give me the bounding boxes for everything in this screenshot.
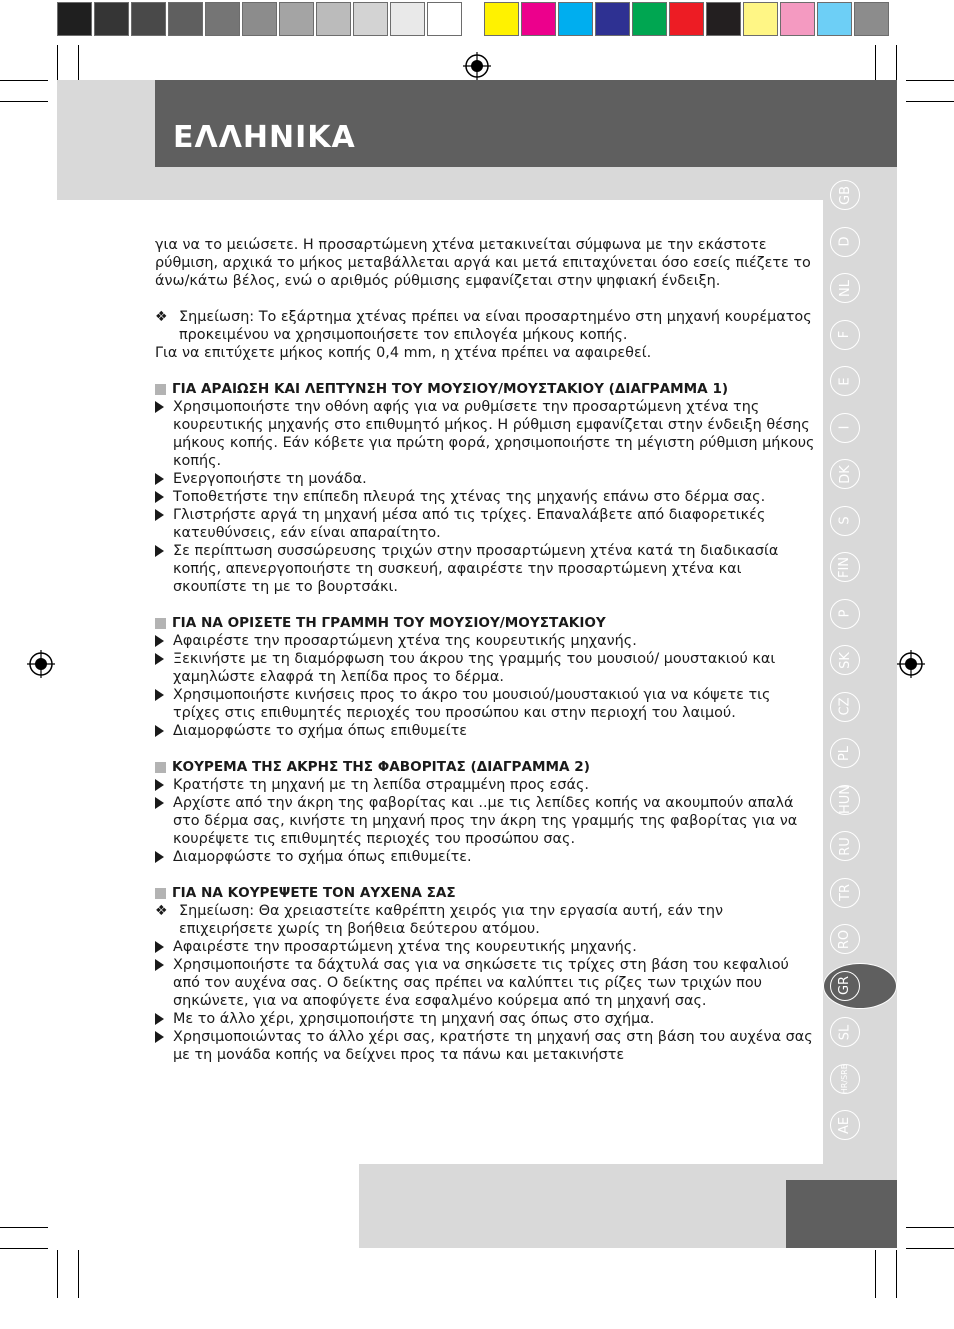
note-text: Σημείωση: Το εξάρτημα χτένας πρέπει να είναι προσαρτημένο στη μηχανή κουρέματος προκειμένου να χρησιμοποιήσετε τον επιλογέα μήκους κοπής. <box>179 309 812 343</box>
color-swatch <box>558 2 593 36</box>
crop-mark <box>896 1250 897 1298</box>
bullet-arrow-icon <box>155 779 164 791</box>
gray-swatch <box>353 2 388 36</box>
bullet-arrow-icon <box>155 1013 164 1025</box>
language-tab-label: AE <box>837 1116 853 1134</box>
list-item <box>155 542 815 596</box>
bullet-arrow-icon <box>155 851 164 863</box>
list-item <box>155 488 815 506</box>
gray-swatch <box>242 2 277 36</box>
list-item <box>155 470 815 488</box>
color-swatch <box>743 2 778 36</box>
crop-mark <box>57 45 58 83</box>
color-swatch <box>484 2 519 36</box>
language-tab-e[interactable] <box>830 366 860 396</box>
registration-mark-icon <box>463 52 491 80</box>
language-tab-ro[interactable] <box>830 924 860 954</box>
bullet-arrow-icon <box>155 959 164 971</box>
language-tab-p[interactable] <box>830 599 860 629</box>
section-heading: ΓΙΑ ΝΑ ΟΡΙΣΕΤΕ ΤΗ ΓΡΑΜΜΗ ΤΟΥ ΜΟΥΣΙΟΥ/ΜΟΥΣΤΑΚΙΟΥ <box>155 614 815 632</box>
language-tab-label: NL <box>837 279 853 297</box>
language-tab-hr-srb[interactable] <box>830 1064 860 1094</box>
language-tab-gb[interactable] <box>830 180 860 210</box>
bullet-arrow-icon <box>155 491 164 503</box>
language-tab-label: I <box>837 425 853 430</box>
list-item <box>155 506 815 542</box>
list-item-text: Ενεργοποιήστε τη μονάδα. <box>173 471 367 487</box>
list-item <box>155 1028 815 1064</box>
list-item-text: Αφαιρέστε την προσαρτώμενη χτένα της κουρευτικής μηχανής. <box>173 633 637 649</box>
language-tab-label: TR <box>837 884 853 901</box>
registration-mark-icon <box>27 650 55 678</box>
color-calibration-bar <box>484 2 891 38</box>
list-item-text: Αρχίστε από την άκρη της φαβορίτας και ..με τις λεπίδες κοπής να ακουμπούν απαλά στο δέρμα σας, κινήστε τη μηχανή προς την άκρη της γραμμής της φαβορίτας για να κουρέψετε τις επιθυμητές περιοχές του προσώπου σας. <box>173 795 798 847</box>
bullet-arrow-icon <box>155 1031 164 1043</box>
bullet-arrow-icon <box>155 797 164 809</box>
crop-mark <box>0 1248 48 1249</box>
note-continuation: Για να επιτύχετε μήκος κοπής 0,4 mm, η χτένα πρέπει να αφαιρεθεί. <box>155 345 652 361</box>
bullet-arrow-icon <box>155 635 164 647</box>
list-item <box>155 1010 815 1028</box>
note-icon: ❖ <box>155 903 168 919</box>
instructions-body <box>155 236 815 1064</box>
list-item-text: Τοποθετήστε την επίπεδη πλευρά της χτένας της μηχανής επάνω στο δέρμα σας. <box>173 489 766 505</box>
crop-mark <box>906 1227 954 1228</box>
language-tab-label: RO <box>837 929 853 949</box>
gray-swatch <box>57 2 92 36</box>
color-swatch <box>669 2 704 36</box>
language-tab-label: P <box>837 609 853 618</box>
intro-paragraph: για να το μειώσετε. Η προσαρτώμενη χτένα μετακινείται σύμφωνα με την εκάστοτε ρύθμιση, αρχικά το μήκος μεταβάλλεται αργά και μετά επιταχύνεται όσο εσείς πιέζετε το άνω/κάτω βέλος, ενώ ο αριθμός ρύθμισης εμφανίζεται στην ψηφιακή ένδειξη. <box>155 237 811 289</box>
crop-mark <box>57 1250 58 1298</box>
gray-swatch <box>168 2 203 36</box>
language-tab-label: GR <box>837 975 853 996</box>
list-item <box>155 794 815 848</box>
crop-mark <box>906 80 954 81</box>
gray-swatch <box>427 2 462 36</box>
crop-mark <box>78 45 79 83</box>
language-tab-pl[interactable] <box>830 738 860 768</box>
language-tab-sl[interactable] <box>830 1017 860 1047</box>
page-number-box <box>786 1180 897 1248</box>
language-tab-label: D <box>837 236 853 247</box>
bullet-arrow-icon <box>155 689 164 701</box>
list-item-text: Χρησιμοποιήστε τα δάχτυλά σας για να σηκώσετε τις τρίχες στη βάση του κεφαλιού από τον αυχένα σας. Ο δείκτης σας πρέπει να καλύπτει τις ρίζες των τριχών που σηκώνετε, για να αποφύγετε ένα εσφαλμένο κούρεμα από τη μηχανή σας. <box>173 957 789 1009</box>
language-tab-nl[interactable] <box>830 273 860 303</box>
language-tab-label: GB <box>837 185 853 205</box>
bullet-arrow-icon <box>155 653 164 665</box>
list-item-text: Διαμορφώστε το σχήμα όπως επιθυμείτε <box>173 723 468 739</box>
list-item <box>155 398 815 470</box>
language-tab-gr[interactable] <box>830 971 860 1001</box>
gray-swatch <box>390 2 425 36</box>
color-swatch <box>817 2 852 36</box>
language-tab-label: SL <box>837 1024 853 1040</box>
language-tab-label: HUN <box>837 784 853 815</box>
registration-mark-icon <box>897 650 925 678</box>
crop-mark <box>875 45 876 83</box>
list-item <box>155 650 815 686</box>
list-item-text: Αφαιρέστε την προσαρτώμενη χτένα της κουρευτικής μηχανής. <box>173 939 637 955</box>
gray-swatch <box>316 2 351 36</box>
language-tab-label: SK <box>837 651 853 669</box>
language-tab-label: FIN <box>837 556 853 578</box>
list-item <box>155 686 815 722</box>
list-item <box>155 776 815 794</box>
language-tab-d[interactable] <box>830 227 860 257</box>
list-item-text: Σε περίπτωση συσσώρευσης τριχών στην προσαρτώμενη χτένα κατά τη διαδικασία κοπής, απενεργοποιήστε τη συσκευή, αφαιρέστε την προσαρτώμενη χτένα και σκουπίστε τη με το βουρτσάκι. <box>173 543 779 595</box>
gray-swatch <box>131 2 166 36</box>
note-icon: ❖ <box>155 309 168 325</box>
list-item-text: Χρησιμοποιήστε κινήσεις προς το άκρο του μουσιού/μουστακιού για να κόψετε τις τρίχες στις επιθυμητές περιοχές του προσώπου και στην περιοχή του λαιμού. <box>173 687 771 721</box>
bullet-arrow-icon <box>155 725 164 737</box>
list-item-text: Χρησιμοποιώντας το άλλο χέρι σας, κρατήστε τη μηχανή σας στη βάση του αυχένα σας με τη μονάδα κοπής να δείχνει προς τα πάνω και μετακινήστε <box>173 1029 813 1063</box>
language-tab-label: CZ <box>837 697 853 716</box>
note <box>155 902 815 938</box>
color-swatch <box>595 2 630 36</box>
color-swatch <box>521 2 556 36</box>
crop-mark <box>0 80 48 81</box>
language-tab-label: PL <box>837 745 853 761</box>
color-swatch <box>632 2 667 36</box>
bullet-arrow-icon <box>155 545 164 557</box>
sections <box>155 380 815 1064</box>
crop-mark <box>906 101 954 102</box>
page-title: ΕΛΛΗΝΙΚΑ <box>173 120 356 155</box>
section-heading: ΓΙΑ ΝΑ ΚΟΥΡΕΨΕΤΕ ΤΟΝ ΑΥΧΕΝΑ ΣΑΣ <box>155 884 815 902</box>
bullet-arrow-icon <box>155 941 164 953</box>
language-tab-label: HR/SRB <box>840 1063 849 1094</box>
crop-mark <box>78 1250 79 1298</box>
list-item-text: Χρησιμοποιήστε την οθόνη αφής για να ρυθμίσετε την προσαρτώμενη χτένα της κουρευτικής μηχανής στο επιθυμητό μήκος. Η ρύθμιση εμφανίζεται στην ένδειξη θέσης μήκους κοπής. Εάν κόβετε για πρώτη φορά, χρησιμοποιήστε τη μέγιστη ρύθμιση μήκους κοπής. <box>173 399 815 469</box>
crop-mark <box>875 1250 876 1298</box>
gray-calibration-bar <box>57 2 464 38</box>
list-item <box>155 956 815 1010</box>
bullet-arrow-icon <box>155 401 164 413</box>
list-item <box>155 632 815 650</box>
language-tab-ae[interactable] <box>830 1110 860 1140</box>
bullet-arrow-icon <box>155 473 164 485</box>
gray-swatch <box>279 2 314 36</box>
language-tab-label: DK <box>837 464 853 484</box>
language-tab-dk[interactable] <box>830 459 860 489</box>
language-tab-s[interactable] <box>830 506 860 536</box>
language-tab-tr[interactable] <box>830 878 860 908</box>
crop-mark <box>896 45 897 83</box>
list-item-text: Διαμορφώστε το σχήμα όπως επιθυμείτε. <box>173 849 472 865</box>
language-tab-cz[interactable] <box>830 692 860 722</box>
language-tab-i[interactable] <box>830 413 860 443</box>
crop-mark <box>906 1248 954 1249</box>
language-tab-ru[interactable] <box>830 831 860 861</box>
language-tab-fin[interactable] <box>830 552 860 582</box>
note <box>155 308 815 344</box>
note-text: Σημείωση: Θα χρειαστείτε καθρέπτη χειρός για την εργασία αυτή, εάν την επιχειρήσετε χωρίς τη βοήθεια δεύτερου ατόμου. <box>179 903 724 937</box>
list-item-text: Ξεκινήστε με τη διαμόρφωση του άκρου της γραμμής του μουσιού/ μουστακιού και χαμηλώστε ελαφρά τη λεπίδα προς το δέρμα. <box>173 651 776 685</box>
color-swatch <box>854 2 889 36</box>
list-item-text: Με το άλλο χέρι, χρησιμοποιήστε τη μηχανή σας όπως στο σχήμα. <box>173 1011 655 1027</box>
list-item <box>155 848 815 866</box>
list-item-text: Κρατήστε τη μηχανή με τη λεπίδα στραμμένη προς εσάς. <box>173 777 589 793</box>
section-heading: ΚΟΥΡΕΜΑ ΤΗΣ ΑΚΡΗΣ ΤΗΣ ΦΑΒΟΡΙΤΑΣ (ΔΙΑΓΡΑΜΜΑ 2) <box>155 758 815 776</box>
section-heading: ΓΙΑ ΑΡΑΙΩΣΗ ΚΑΙ ΛΕΠΤΥΝΣΗ ΤΟΥ ΜΟΥΣΙΟΥ/ΜΟΥΣΤΑΚΙΟΥ (ΔΙΑΓΡΑΜΜΑ 1) <box>155 380 815 398</box>
crop-mark <box>0 1227 48 1228</box>
language-tab-label: RU <box>837 836 853 856</box>
language-tab-label: E <box>837 376 853 386</box>
color-swatch <box>706 2 741 36</box>
gray-swatch <box>94 2 129 36</box>
crop-mark <box>0 101 48 102</box>
list-item <box>155 722 815 740</box>
language-tab-label: F <box>837 330 853 339</box>
bullet-arrow-icon <box>155 509 164 521</box>
language-tab-sk[interactable] <box>830 645 860 675</box>
list-item-text: Γλιστρήστε αργά τη μηχανή μέσα από τις τρίχες. Επαναλάβετε από διαφορετικές κατευθύνσεις, εάν είναι απαραίτητο. <box>173 507 766 541</box>
language-tab-label: S <box>837 516 853 525</box>
gray-swatch <box>205 2 240 36</box>
list-item <box>155 938 815 956</box>
language-tab-f[interactable] <box>830 320 860 350</box>
language-tab-hun[interactable] <box>830 785 860 815</box>
color-swatch <box>780 2 815 36</box>
